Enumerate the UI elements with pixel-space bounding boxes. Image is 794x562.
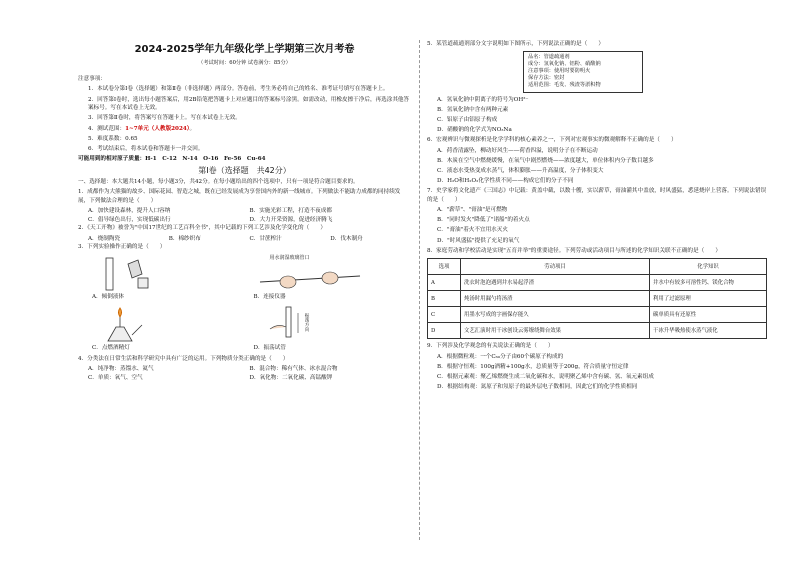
- lighting-lamp-figure: [88, 305, 168, 345]
- pouring-liquid-figure: [88, 254, 168, 294]
- notice-item: 2．回答第Ⅰ卷时，选出每小题答案后，用2B铅笔把答题卡上对应题目的答案标号涂黑。如需改动，用橡皮擦干净后，再选涂其他答案标号。写在本试卷上无效。: [88, 96, 410, 112]
- option: B．实施光彩工程，打造不夜成都: [249, 208, 332, 215]
- option: B．棉纱织布: [168, 235, 201, 242]
- experiment-figures: [78, 254, 411, 353]
- question-stem: 5．某管道疏通剂部分文字说明如下图所示，下列说法正确的是（ ）: [427, 41, 604, 47]
- question-options: [78, 365, 411, 382]
- notice-item: 4．测试范围：1~7单元（人教版2024）。: [88, 125, 196, 132]
- option: C．根据元素观：聚乙烯燃烧生成二氧化碳和水，说明聚乙烯中含有碳、氢、氧元素组成: [437, 373, 654, 380]
- figure-c: [88, 305, 250, 353]
- option: A．烧制陶瓷: [88, 235, 121, 242]
- option: A．纯净物：蒸馏水、氦气: [88, 366, 154, 372]
- question-stem: 3．下列实验操作正确的是（ ）: [78, 244, 166, 251]
- option: D．大力开采资源，促进经济腾飞: [249, 216, 333, 223]
- option: C．倡导绿色出行，实现低碳出行: [88, 216, 171, 223]
- question-stem: 2．《天工开物》被誉为"中国17世纪的工艺百科全书"，其中记载的下列工艺涉及化学变化的（ ）: [78, 225, 326, 232]
- option: B．氢氧化钠中含有两种元素: [437, 106, 509, 113]
- option: B．木炭在空气中燃烧缓慢，在氧气中剧烈燃烧——浓度越大，单位体积内分子数目越多: [437, 157, 654, 164]
- column-header: 劳动项目: [461, 259, 650, 275]
- right-column: [427, 40, 767, 393]
- figure-b: [250, 254, 412, 302]
- table-cell: 用墨水写成的字画保存能久: [461, 307, 650, 323]
- option: A．加快建设森林，提升人口容纳: [88, 208, 171, 215]
- column-header: 化学知识: [650, 259, 767, 275]
- notice-item: 3．回答第Ⅱ卷时，将答案写在答题卡上。写在本试卷上无效。: [88, 115, 241, 122]
- table-cell: A: [428, 275, 461, 291]
- left-column: [78, 40, 411, 382]
- option: A．荷香清露坠，柳动好风生——荷香四溢，说明分子在不断运动: [437, 147, 598, 154]
- table-cell: 文艺汇演时用干冰创设云雾缭绕舞台效果: [461, 323, 650, 339]
- figure-label: D．振荡试管: [253, 345, 286, 352]
- option: A．"薪草"、"膏油"是可燃物: [437, 207, 508, 214]
- table-cell: C: [428, 307, 461, 323]
- option: D．硝酸钠的化学式为NO₃Na: [437, 127, 512, 134]
- option: D．H₂O和H₂O₂化学性质不同——构成它们的分子不同: [437, 178, 574, 185]
- option: C．铝原子由铝原子构成: [437, 116, 498, 123]
- question-stem: 9．下列涉及化学观念的有关说法正确的是（ ）: [427, 343, 554, 350]
- question-stem: 7．史学家将文化遗产《三国志》中记载：黄盖中截，以数十艘，实以薪草，膏油灌其中盖放，时风盛猛，悉延烧岸上营落。下列说法错误的是（ ）: [427, 188, 767, 203]
- table-cell: 洗衣时泡泡遇到井水易起浮渣: [461, 275, 650, 291]
- option: A．根据微粒观：一个C₆₀分子由60个碳原子构成的: [437, 353, 564, 360]
- table-cell: 干冰升华吸热使水蒸气液化: [650, 323, 767, 339]
- table-cell: D: [428, 323, 461, 339]
- box-line: 适用范围：毛发、残渣等淤积物: [528, 82, 601, 89]
- option: C．单质：氧气、空气: [88, 374, 143, 381]
- section-title: 第Ⅰ卷（选择题 共42分）: [198, 165, 291, 175]
- question-options: [78, 207, 411, 224]
- figure-label: A．倾倒液体: [92, 294, 125, 301]
- table-row: [428, 275, 767, 291]
- option: C．甘蔗榨汁: [249, 235, 282, 242]
- option: B．根据守恒观：100g酒精+100g水，总质量等于200g，符合质量守恒定律: [437, 363, 629, 370]
- product-label-box: [523, 51, 643, 93]
- option: B．"同时发火"降低了"诸船"的着火点: [437, 217, 530, 224]
- figure-label: C．点燃酒精灯: [92, 345, 130, 352]
- box-line: 品名：管道疏通剂: [528, 53, 570, 60]
- figure-d: [250, 305, 412, 353]
- option: C．液态水受热变成水蒸气，体积膨胀——升高温度，分子体积变大: [437, 167, 604, 174]
- question-stem: 6．宏观辨识与微观探析是化学学科的核心素养之一，下列对宏观事实的微观解释不正确的是（ ）: [427, 137, 677, 144]
- question-options: [78, 235, 411, 244]
- table-header-row: [428, 259, 767, 275]
- exam-title: 2024-2025学年九年级化学上学期第三次月考卷: [134, 44, 355, 55]
- atomic-masses: 可能用到的相对原子质量：H-1 C-12 N-14 O-16 Fe-56 Cu-64: [78, 156, 266, 163]
- table-row: [428, 291, 767, 307]
- table-row: [428, 323, 767, 339]
- option: D．根据结构观：氮原子和氖原子的最外层电子数相同，因此它们的化学性质相同: [437, 384, 638, 391]
- table-cell: 井水中有较多可溶性钙、镁化合物: [650, 275, 767, 291]
- option: C．"膏油"着火不宜用水灭火: [437, 227, 508, 234]
- notice-heading: 注意事项：: [78, 76, 106, 83]
- column-divider: [419, 40, 420, 540]
- exam-subtitle: （考试时间：60分钟 试卷满分：85分）: [198, 59, 291, 66]
- question-stem: 8．家庭劳动和学校活动是实现"五育并举"的重要途径。下列劳动或活动项目与所述的化学知识关联不正确的是（ ）: [427, 247, 721, 254]
- box-line: 保存方法：密封: [528, 75, 565, 82]
- table-cell: 炖汤时用漏勺将汤渣: [461, 291, 650, 307]
- figure-a: [88, 254, 250, 302]
- direction-label: 振荡方向: [304, 312, 310, 332]
- question-stem: 1．成都作为大熊猫的故乡、国际花园、智造之城，既在已经发展成为享誉国内外的新一线城市。下列做法不能助力成都的同持续发展，下列做法合理的是（ ）: [78, 189, 401, 205]
- notice-item: 6．考试结束后，将本试卷和答题卡一并交回。: [88, 145, 204, 152]
- option: A．氢氧化钠中阴离子的符号为OH²⁻: [437, 96, 529, 103]
- notice-item: 1．本试卷分第Ⅰ卷（选择题）和第Ⅱ卷（非选择题）两部分。答卷前，考生务必将自己的姓名、准考证号填写在答题卡上。: [88, 86, 389, 93]
- section-intro: 一、选择题：本大题共14小题，每小题3分，共42分。在每小题给出的四个选项中，只有一项是符合题目要求的。: [78, 179, 359, 186]
- table-cell: 碳单质具有还原性: [650, 307, 767, 323]
- table-row: [428, 307, 767, 323]
- option: B．混合物：稀有气体、冰水混合物: [249, 366, 338, 372]
- figure-caption: 用水润湿玻璃管口: [269, 254, 310, 261]
- question-stem: 4．分类法在日常生活和科学研究中具有广泛的运用。下列物质分类正确的是（ ）: [78, 355, 289, 362]
- option: D．伐木制舟: [330, 235, 363, 242]
- option: D．"时风盛猛"提供了充足的氧气: [437, 237, 520, 244]
- labor-knowledge-table: [427, 258, 767, 339]
- column-header: 选项: [428, 259, 461, 275]
- notice-item: 5．难度系数：0.65: [88, 135, 138, 142]
- option: D．氧化物：二氧化碳、高锰酸钾: [249, 374, 333, 381]
- box-line: 成分：氢氧化钠、铝粉、硝酸钠: [528, 60, 601, 67]
- table-cell: 利用了过滤原理: [650, 291, 767, 307]
- shaking-tube-figure: [250, 305, 350, 345]
- table-cell: B: [428, 291, 461, 307]
- figure-label: B．连接仪器: [253, 294, 286, 301]
- box-line: 注意事项：使用时要防明火: [528, 68, 591, 74]
